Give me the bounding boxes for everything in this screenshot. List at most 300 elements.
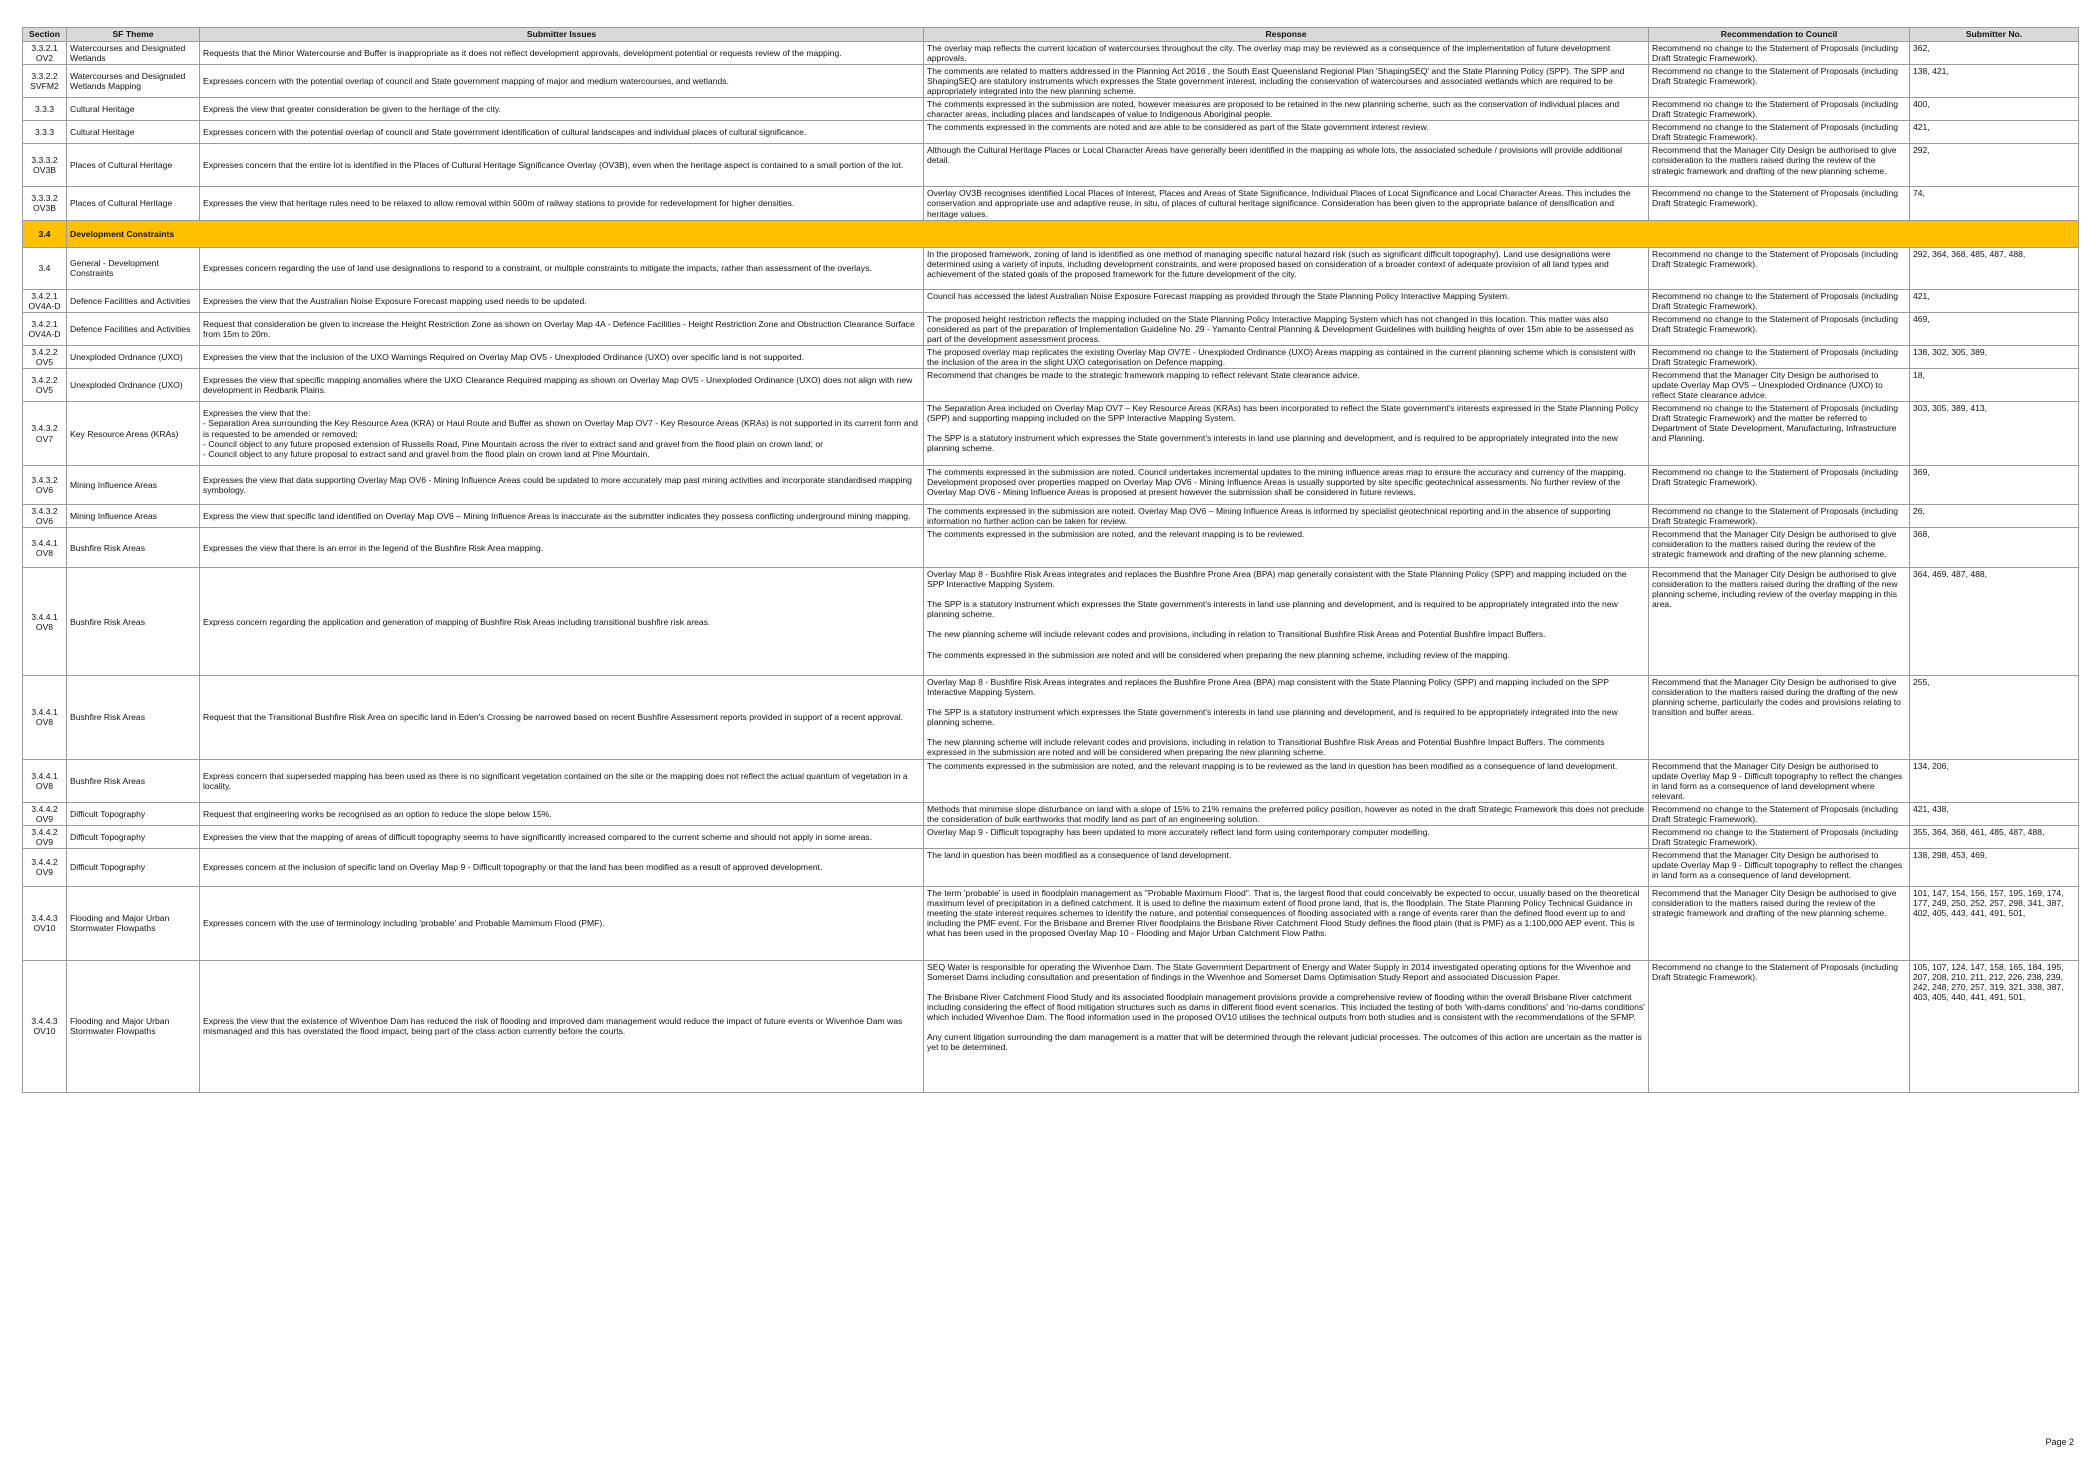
col-header-section: Section [23,28,67,42]
cell-recommendation [1649,402,1910,466]
cell-recommendation [1649,42,1910,65]
cell-recommendation-text: Recommend no change to the Statement of Proposals (including Draft Strategic Framework). [1652,122,1899,143]
cell-response [924,848,1649,886]
cell-recommendation-text: Recommend that the Manager City Design be authorised to give consideration to the matters raised during the drafting of the new planning scheme, particularly the codes and provisions relating to transition and buffer areas. [1652,677,1901,718]
cell-section [23,825,67,848]
cell-sf-theme [67,144,200,187]
cell-response-text: The comments expressed in the comments are noted and are able to be considered as part of the State government interest review. [927,122,1429,133]
cell-section [23,42,67,65]
cell-section-text: 3.4.2.1 OV4A-D [28,318,61,339]
cell-sf-theme [67,505,200,528]
cell-response-text: The Separation Area included on Overlay Map OV7 – Key Resource Areas (KRAs) has been incorporated to reflect the State government's interests expressed in the State Planning Policy (SPP) and supporting mapping included on the SPP Interactive Mapping System. The SPP is a statutory instrument which expresses the State government's interests in land use planning and development, and is required to be appropriately integrated into the new planning scheme. [927,403,1639,454]
cell-sf-theme [67,759,200,802]
cell-response [924,65,1649,98]
table-row [23,345,2079,368]
cell-submitter-issue-text: Express concern regarding the application and generation of mapping of Bushfire Risk Areas including transitional bushfire risk areas. [203,616,711,627]
cell-section-text: 3.4.4.2 OV9 [31,803,58,824]
table-row [23,402,2079,466]
cell-recommendation-text: Recommend that the Manager City Design be authorised to give consideration to the matters raised during the review of the strategic framework and drafting of the new planning scheme. [1652,887,1897,918]
cell-section [23,960,67,1092]
cell-sf-theme-text: Flooding and Major Urban Stormwater Flowpaths [70,913,170,934]
cell-section-text: 3.3.3 [34,104,55,115]
cell-recommendation-text: Recommend no change to the Statement of Proposals (including Draft Strategic Framework). [1652,188,1899,209]
cell-response [924,345,1649,368]
cell-sf-theme [67,848,200,886]
cell-recommendation-text: Recommend no change to the Statement of Proposals (including Draft Strategic Framework). [1652,803,1899,824]
cell-submitter-no [1910,848,2079,886]
cell-submitter-issue [200,402,924,466]
cell-response-text: Overlay Map 9 - Difficult topography has been updated to more accurately reflect land form using contemporary computer modelling. [927,826,1430,837]
cell-submitter-issue-text: Request that engineering works be recognised as an option to reduce the slope below 15%. [203,808,552,819]
cell-response-text: The comments are related to matters addressed in the Planning Act 2016 , the South East Queensland Regional Plan 'ShapingSEQ' and the State Planning Policy (SPP). The SPP and ShapingSEQ are statutory instruments which expresses the State government interest, including the conservation of watercourses and associated wetlands which are required to be appropriately integrated into the new planning scheme. [927,66,1625,97]
cell-recommendation-text: Recommend no change to the Statement of Proposals (including Draft Strategic Framework). [1652,290,1899,311]
cell-response [924,368,1649,401]
cell-recommendation [1649,98,1910,121]
cell-sf-theme-text: Unexploded Ordnance (UXO) [70,351,183,362]
cell-recommendation-text: Recommend no change to the Statement of Proposals (including Draft Strategic Framework). [1652,467,1899,488]
cell-sf-theme-text: Bushfire Risk Areas [70,712,145,723]
table-row [23,886,2079,960]
cell-submitter-issue [200,144,924,187]
cell-response-text: The proposed overlay map replicates the existing Overlay Map OV7E - Unexploded Ordinance (UXO) Areas mapping as contained in the current planning scheme which is consistent with the inclusion of the area in the slight UXO categorisation on Defence mapping. [927,346,1636,367]
cell-submitter-issue [200,368,924,401]
cell-submitter-issue-text: Expresses the view that the Australian Noise Exposure Forecast mapping used needs to be updated. [203,295,587,306]
cell-submitter-no [1910,886,2079,960]
cell-recommendation-text: Recommend that the Manager City Design be authorised to give consideration to the matters raised during the review of the strategic framework and drafting of the new planning scheme. [1652,529,1897,560]
cell-sf-theme-text: Bushfire Risk Areas [70,775,145,786]
cell-section-text: 3.4.3.2 OV6 [31,474,58,496]
cell-recommendation [1649,289,1910,312]
table-body-bottom [23,247,2079,1092]
cell-sf-theme [67,825,200,848]
cell-submitter-issue-text: Expresses the view that there is an error in the legend of the Bushfire Risk Area mapping. [203,542,544,553]
cell-recommendation-text: Recommend that the Manager City Design be authorised to give consideration to the matters raised during the drafting of the new planning scheme, including review of the overlay mapping in this area. [1652,569,1898,610]
cell-section-text: 3.4.2.2 OV5 [31,346,58,367]
cell-recommendation-text: Recommend that the Manager City Design be authorised to give consideration to the matters raised during the review of the strategic framework and drafting of the new planning scheme. [1652,145,1897,176]
cell-submitter-no [1910,144,2079,187]
cell-response-text: The comments expressed in the submission are noted. Overlay Map OV6 – Mining Influence Areas is informed by specialist geotechnical reporting and in the absence of supporting information no further action can be taken for review. [927,506,1611,527]
cell-submitter-no [1910,676,2079,759]
cell-section [23,368,67,401]
col-header-submitter-issues: Submitter Issues [200,28,924,42]
cell-sf-theme [67,528,200,568]
cell-submitter-issue [200,825,924,848]
cell-sf-theme-text: Bushfire Risk Areas [70,616,145,627]
cell-recommendation [1649,528,1910,568]
cell-submitter-issue [200,528,924,568]
cell-submitter-issue-text: Request that consideration be given to increase the Height Restriction Zone as shown on Overlay Map 4A - Defence Facilities - Height Restriction Zone and Obstruction Clearance Surface from 15m to 20m. [203,318,915,339]
cell-sf-theme-text: Difficult Topography [70,808,146,819]
cell-recommendation [1649,65,1910,98]
cell-section-text: 3.4 [38,263,51,274]
cell-submitter-no-text: 364, 469, 487, 488, [1913,569,1988,580]
cell-section-text: 3.4.2.2 OV5 [31,374,58,395]
cell-sf-theme [67,676,200,759]
cell-sf-theme-text: Key Resource Areas (KRAs) [70,428,179,439]
cell-response [924,144,1649,187]
cell-recommendation-text: Recommend no change to the Statement of Proposals (including Draft Strategic Framework). [1652,313,1899,334]
cell-section [23,402,67,466]
cell-response [924,759,1649,802]
cell-recommendation [1649,144,1910,187]
cell-submitter-no-text: 18, [1913,369,1925,380]
cell-submitter-no-text: 362, [1913,43,1930,53]
cell-submitter-issue [200,42,924,65]
cell-sf-theme [67,466,200,505]
cell-section [23,289,67,312]
cell-recommendation [1649,802,1910,825]
cell-section [23,568,67,676]
cell-response [924,886,1649,960]
cell-submitter-issue [200,247,924,289]
cell-submitter-no [1910,312,2079,345]
cell-submitter-no-text: 138, 298, 453, 469, [1913,849,1988,860]
cell-submitter-issue [200,505,924,528]
cell-submitter-no-text: 421, [1913,122,1930,133]
cell-recommendation-text: Recommend no change to the Statement of Proposals (including Draft Strategic Framework). [1652,99,1899,120]
cell-recommendation-text: Recommend no change to the Statement of Proposals (including Draft Strategic Framework) and the matter be referred to Department of State Development, Manufacturing, Infrastructure and Planning. [1652,403,1899,444]
cell-submitter-no [1910,825,2079,848]
cell-response [924,121,1649,144]
cell-response [924,247,1649,289]
cell-section [23,65,67,98]
cell-sf-theme [67,368,200,401]
cell-submitter-issue-text: Expresses the view that specific mapping anomalies where the UXO Clearance Required mapping as shown on Overlay Map OV5 - Unexploded Ordinance (UXO) does not align with new development in Redbank Plains. [203,374,913,395]
cell-recommendation [1649,825,1910,848]
cell-submitter-issue-text: Express the view that greater consideration be given to the heritage of the city. [203,104,501,115]
cell-section [23,345,67,368]
cell-submitter-issue [200,960,924,1092]
cell-submitter-no-text: 26, [1913,506,1925,517]
cell-submitter-no [1910,121,2079,144]
cell-sf-theme [67,289,200,312]
cell-sf-theme-text: Defence Facilities and Activities [70,323,191,334]
table-row [23,187,2079,220]
table-row [23,825,2079,848]
cell-submitter-no-text: 400, [1913,99,1930,110]
cell-submitter-no-text: 105, 107, 124, 147, 158, 165, 184, 195, 207, 208, 210, 211, 212, 226, 238, 239, 242, 248, 270, 257, 319, 321, 338, 387, 403, 405, 440, 441, 491, 501, [1913,961,2064,1003]
cell-submitter-no [1910,960,2079,1092]
cell-submitter-no [1910,98,2079,121]
cell-section-text: 3.3.3.2 OV3B [31,193,58,214]
cell-recommendation [1649,960,1910,1092]
cell-sf-theme-text: Watercourses and Designated Wetlands [70,43,186,64]
cell-submitter-no [1910,345,2079,368]
submissions-table-container [22,27,2078,1093]
cell-sf-theme [67,960,200,1092]
cell-submitter-issue [200,466,924,505]
cell-sf-theme [67,802,200,825]
cell-sf-theme-text: Places of Cultural Heritage [70,160,173,171]
cell-section [23,848,67,886]
cell-submitter-issue [200,312,924,345]
cell-submitter-issue-text: Request that the Transitional Bushfire Risk Area on specific land in Eden's Crossing be narrowed based on recent Bushfire Assessment reports provided in support of a recent approval. [203,712,904,723]
cell-section [23,247,67,289]
cell-recommendation-text: Recommend no change to the Statement of Proposals (including Draft Strategic Framework). [1652,961,1899,982]
cell-submitter-issue [200,802,924,825]
cell-response-text: The comments expressed in the submission are noted. Council undertakes incremental updates to the mining influence areas map to ensure the accuracy and currency of the mapping. Development proposed over properties mapped on Overlay Map OV6 - Mining Influence Areas is usually supported by site specific geotechnical assessments. No further review of the Overlay Map OV6 - Mining Influence Areas is proposed at present however the submission shall be considered in future reviews. [927,467,1626,498]
cell-response [924,528,1649,568]
table-row [23,466,2079,505]
cell-section [23,886,67,960]
cell-response [924,402,1649,466]
band-section: 3.4 [23,220,67,247]
cell-sf-theme-text: Cultural Heritage [70,127,135,138]
cell-recommendation-text: Recommend that the Manager City Design be authorised to update Overlay Map OV5 – Unexploded Ordinance (UXO) to reflect State clearance advice. [1652,369,1883,400]
cell-recommendation [1649,466,1910,505]
cell-submitter-issue-text: Express the view that specific land identified on Overlay Map OV6 – Mining Influence Areas is inaccurate as the submitter indicates they possess conflicting underground mining mapping. [203,511,911,522]
cell-submitter-no [1910,802,2079,825]
cell-submitter-issue-text: Expresses the view that the: - Separation Area surrounding the Key Resource Area (KRA) or Haul Route and Buffer as shown on Overlay Map OV7 - Key Resource Areas (KRAs) is not supported in its current form and is requested to be amended or removed; - Council object to any future proposed extension of Russells Road, Pine Mountain across the river to extract sand and gravel from the flood plain on crown land; or - Council object to any future proposal to extract sand and gravel from the flood plain on crown land at Pine Mountain. [203,408,918,459]
cell-submitter-issue [200,345,924,368]
cell-response-text: Recommend that changes be made to the strategic framework mapping to reflect relevant State clearance advice. [927,369,1360,380]
cell-sf-theme [67,121,200,144]
cell-section-text: 3.4.2.1 OV4A-D [28,290,61,311]
table-row [23,568,2079,676]
cell-response-text: The land in question has been modified as a consequence of land development. [927,849,1232,860]
cell-recommendation [1649,759,1910,802]
cell-response [924,568,1649,676]
cell-sf-theme [67,187,200,220]
cell-submitter-issue-text: Expresses concern at the inclusion of specific land on Overlay Map 9 - Difficult topography or that the land has been modified as a result of approved development. [203,862,823,873]
cell-recommendation [1649,368,1910,401]
cell-response-text: Council has accessed the latest Australian Noise Exposure Forecast mapping as provided through the State Planning Policy Interactive Mapping System. [927,290,1510,301]
col-header-submitter-no: Submitter No. [1910,28,2079,42]
cell-submitter-no-text: 292, [1913,145,1930,156]
cell-recommendation-text: Recommend no change to the Statement of Proposals (including Draft Strategic Framework). [1652,43,1899,64]
cell-response-text: The overlay map reflects the current location of watercourses throughout the city. The overlay map may be reviewed as a consequence of the implementation of future development approvals. [927,43,1611,64]
cell-recommendation-text: Recommend that the Manager City Design be authorised to update Overlay Map 9 - Difficult topography to reflect the changes in land form as a consequence of land development where relevant. [1652,760,1903,801]
cell-response [924,505,1649,528]
cell-section-text: 3.3.2.2 SVFM2 [30,71,59,92]
cell-submitter-no-text: 303, 305, 389, 413, [1913,403,1988,414]
cell-response-text: SEQ Water is responsible for operating the Wivenhoe Dam. The State Government Department of Energy and Water Supply in 2014 investigated operating options for the Wivenhoe and Somerset Dams including consultation and presentation of findings in the Wivenhoe and Somerset Dams Optimisation Study Report and associated Discussion Paper. The Brisbane River Catchment Flood Study and its associated floodplain management provisions provide a comprehensive review of flooding within the overall Brisbane River catchment including considering the effect of flood mitigation structures such as dams in different flood event scenarios. This included the testing of both 'with-dams conditions' and 'no-dams conditions' which included Wivenhoe Dam. The flood information used in the proposed OV10 utilises the technical outputs from both studies and is consistent with the recommendations of the SFMP. Any current litigation surrounding the dam management is a matter that will be determined through the relevant judicial processes. The outcomes of this action are uncertain as the matter is yet to be determined. [927,961,1645,1053]
cell-section-text: 3.3.2.1 OV2 [31,43,58,64]
cell-recommendation [1649,676,1910,759]
cell-sf-theme [67,886,200,960]
cell-submitter-issue-text: Expresses concern with the potential overlap of council and State government mapping of major and medium watercourses, and wetlands. [203,76,729,87]
cell-submitter-no-text: 138, 302, 305, 389, [1913,346,1988,357]
table-row [23,848,2079,886]
page-number: Page 2 [2045,1437,2074,1447]
cell-submitter-issue [200,568,924,676]
table-body-band [23,220,2079,247]
table-row [23,144,2079,187]
cell-section [23,98,67,121]
cell-section [23,505,67,528]
cell-submitter-issue [200,289,924,312]
cell-recommendation [1649,848,1910,886]
cell-section [23,187,67,220]
cell-submitter-issue-text: Expresses the view that the mapping of areas of difficult topography seems to have significantly increased compared to the current scheme and should not apply in some areas. [203,831,873,842]
cell-submitter-issue-text: Express concern that superseded mapping has been used as there is no significant vegetation contained on the site or the mapping does not reflect the actual quantum of vegetation in a locality. [203,770,908,791]
cell-recommendation [1649,121,1910,144]
cell-response [924,466,1649,505]
cell-section-text: 3.4.4.2 OV9 [31,857,58,878]
cell-submitter-no [1910,289,2079,312]
cell-sf-theme-text: Places of Cultural Heritage [70,198,173,209]
table-row [23,42,2079,65]
cell-submitter-issue [200,886,924,960]
table-row [23,312,2079,345]
cell-submitter-issue [200,187,924,220]
cell-submitter-no [1910,187,2079,220]
cell-submitter-issue-text: Expresses the view that data supporting Overlay Map OV6 - Mining Influence Areas could be updated to more accurately map past mining activities and incorporate standardised mapping symbology. [203,474,912,496]
cell-submitter-issue [200,121,924,144]
cell-response [924,960,1649,1092]
cell-submitter-no [1910,568,2079,676]
cell-sf-theme [67,312,200,345]
cell-submitter-issue-text: Express the view that the existence of Wivenhoe Dam has reduced the risk of flooding and improved dam management would reduce the impact of future events or Wivenhoe Dam was mismanaged and this has overstated the flood impact, being part of the class action currently before the courts. [203,1016,903,1037]
cell-sf-theme-text: Difficult Topography [70,862,146,873]
cell-submitter-issue [200,65,924,98]
cell-sf-theme-text: Watercourses and Designated Wetlands Mapping [70,71,186,92]
cell-recommendation [1649,312,1910,345]
cell-section-text: 3.4.3.2 OV6 [31,506,58,527]
cell-recommendation [1649,505,1910,528]
cell-recommendation-text: Recommend no change to the Statement of Proposals (including Draft Strategic Framework). [1652,248,1899,269]
cell-response-text: Although the Cultural Heritage Places or Local Character Areas have generally been identified in the mapping as whole lots, the associated schedule / provisions will provide additional detail. [927,145,1623,166]
cell-recommendation-text: Recommend no change to the Statement of Proposals (including Draft Strategic Framework). [1652,506,1899,527]
cell-sf-theme [67,247,200,289]
cell-response-text: The comments expressed in the submission are noted, and the relevant mapping is to be reviewed. [927,529,1305,540]
band-title: Development Constraints [67,220,2079,247]
cell-sf-theme-text: Difficult Topography [70,831,146,842]
cell-response-text: The proposed height restriction reflects the mapping included on the State Planning Policy Interactive Mapping System which has not changed in this location. This matter was also considered as part of the preparation of Implementation Guideline No. 29 - Yamanto Central Planning & Development Guidelines with building heights of over 15m able to be assessed as part of the development assessment process. [927,313,1634,344]
cell-response [924,187,1649,220]
cell-submitter-no-text: 292, 364, 368, 485, 487, 488, [1913,248,2026,259]
cell-submitter-issue [200,676,924,759]
cell-recommendation-text: Recommend no change to the Statement of Proposals (including Draft Strategic Framework). [1652,826,1899,847]
cell-sf-theme [67,42,200,65]
table-row [23,368,2079,401]
cell-sf-theme-text: Mining Influence Areas [70,480,157,490]
table-row [23,247,2079,289]
cell-section [23,121,67,144]
cell-submitter-no-text: 368, [1913,529,1930,540]
cell-response [924,312,1649,345]
table-row [23,98,2079,121]
cell-section [23,676,67,759]
cell-section [23,528,67,568]
table-body-top [23,42,2079,221]
table-row [23,676,2079,759]
cell-section-text: 3.3.3 [34,127,55,138]
cell-response-text: In the proposed framework, zoning of land is identified as one method of managing specific natural hazard risk (such as significant difficult topography). Land use designations were determined using a variety of inputs, including development constraints, and were proposed based on consideration of a broader context of adequate provision of all land types and achievement of the stated goals of the proposed framework for the future development of the city. [927,248,1611,279]
cell-sf-theme [67,345,200,368]
cell-section-text: 3.4.4.3 OV10 [31,1016,58,1037]
cell-section [23,312,67,345]
cell-submitter-issue-text: Expresses the view that the inclusion of the UXO Warnings Required on Overlay Map OV5 - Unexploded Ordinance (UXO) over specific land is not supported. [203,351,805,362]
cell-response [924,802,1649,825]
cell-response [924,98,1649,121]
cell-recommendation [1649,247,1910,289]
cell-submitter-issue-text: Expresses concern with the use of terminology including 'probable' and Probable Mamimum Flood (PMF). [203,918,605,929]
table-row [23,528,2079,568]
cell-recommendation [1649,568,1910,676]
cell-submitter-no-text: 421, 438, [1913,803,1949,814]
col-header-recommendation: Recommendation to Council [1649,28,1910,42]
table-row [23,289,2079,312]
cell-submitter-issue [200,759,924,802]
cell-sf-theme-text: Bushfire Risk Areas [70,542,145,553]
table-row [23,65,2079,98]
cell-section-text: 3.4.4.1 OV8 [31,707,58,728]
cell-sf-theme-text: Defence Facilities and Activities [70,295,191,306]
cell-sf-theme-text: Flooding and Major Urban Stormwater Flowpaths [70,1016,170,1037]
table-row [23,121,2079,144]
cell-submitter-issue-text: Requests that the Minor Watercourse and Buffer is inappropriate as it does not reflect development approvals, development potential or requests review of the mapping. [203,48,842,59]
cell-section [23,144,67,187]
cell-response-text: The comments expressed in the submission are noted, and the relevant mapping is to be reviewed as the land in question has been modified as a consequence of land development. [927,760,1618,771]
cell-submitter-no [1910,759,2079,802]
cell-submitter-no-text: 74, [1913,188,1925,199]
cell-section-text: 3.4.4.2 OV9 [31,826,58,847]
cell-section-text: 3.4.3.2 OV7 [31,423,58,444]
table-row [23,802,2079,825]
table-row [23,960,2079,1092]
cell-section [23,759,67,802]
cell-submitter-no [1910,402,2079,466]
cell-sf-theme [67,402,200,466]
table-row [23,505,2079,528]
cell-submitter-issue [200,848,924,886]
cell-recommendation-text: Recommend no change to the Statement of Proposals (including Draft Strategic Framework). [1652,346,1899,367]
cell-section [23,466,67,505]
cell-response [924,289,1649,312]
cell-response [924,676,1649,759]
cell-response [924,42,1649,65]
cell-submitter-no-text: 355, 364, 368, 461, 485, 487, 488, [1913,826,2045,837]
cell-sf-theme-text: General - Development Constraints [70,258,159,279]
cell-submitter-no-text: 255, [1913,677,1930,688]
cell-recommendation [1649,345,1910,368]
submissions-table [22,27,2079,1093]
cell-submitter-no [1910,42,2079,65]
cell-sf-theme-text: Cultural Heritage [70,104,135,115]
cell-response-text: Overlay OV3B recognises identified Local Places of Interest, Places and Areas of State Significance, Individual Places of Local Significance and Local Character Areas. This includes the conservation and appropriate use and adaptive reuse, in situ, of places of cultural heritage significance. Consideration has been given to the appropriate balance of densification and heritage values. [927,188,1631,219]
cell-response-text: The term 'probable' is used in floodplain management as "Probable Maximum Flood". That is, the largest flood that could conceivably be expected to occur, usually based on the theoretical maximum level of precipitation in a defined catchment. It is used to define the maximum extent of flood prone land, that is, the floodplain. The State Planning Policy Technical Guidance in meeting the state interest requires schemes to identify the nature, and potential consequences of flooding associated with a range of events rarer than the defined flood event up to and including the PMF event. For the Brisbane and Bremer River floodplains the Brisbane River Catchment Flood Study defines the flood plain (that is PMF) as a 1:100,000 AEP event. This is what has been used in the proposed Overlay Map 10 - Flooding and Major Urban Catchment Flow Paths. [927,887,1640,939]
table-row [23,759,2079,802]
cell-submitter-no [1910,505,2079,528]
cell-sf-theme-text: Unexploded Ordnance (UXO) [70,379,183,390]
section-band-row [23,220,2079,247]
cell-section-text: 3.4.4.1 OV8 [31,537,58,558]
cell-recommendation-text: Recommend that the Manager City Design be authorised to update Overlay Map 9 - Difficult topography to reflect the changes in land form as a consequence of land development. [1652,849,1903,880]
cell-submitter-no [1910,528,2079,568]
cell-recommendation [1649,187,1910,220]
cell-submitter-no-text: 101, 147, 154, 156, 157, 195, 169, 174, 177, 249, 250, 252, 257, 298, 341, 387, 402, 405, 443, 441, 491, 501, [1913,887,2064,918]
cell-submitter-no-text: 134, 206, [1913,760,1949,771]
cell-submitter-no-text: 138, 421, [1913,66,1949,77]
cell-section [23,802,67,825]
cell-sf-theme [67,65,200,98]
cell-sf-theme [67,568,200,676]
cell-sf-theme-text: Mining Influence Areas [70,511,157,522]
cell-submitter-issue-text: Expresses concern that the entire lot is identified in the Places of Cultural Heritage Significance Overlay (OV3B), even when the heritage aspect is contained to a small portion of the lot. [203,160,904,171]
cell-response [924,825,1649,848]
cell-response-text: Methods that minimise slope disturbance on land with a slope of 15% to 21% remains the preferred policy position, however as noted in the draft Strategic Framework this does not preclude the consideration of bulk earthworks that modify land as part of an engineering solution. [927,803,1645,824]
cell-submitter-no-text: 469, [1913,313,1930,324]
cell-section-text: 3.4.4.1 OV8 [31,770,58,791]
cell-recommendation [1649,886,1910,960]
cell-submitter-issue-text: Expresses concern regarding the use of land use designations to respond to a constraint, or multiple constraints to mitigate the impacts, rather than assessment of the overlays. [203,263,872,274]
cell-recommendation-text: Recommend no change to the Statement of Proposals (including Draft Strategic Framework). [1652,66,1899,87]
cell-submitter-issue [200,98,924,121]
cell-response-text: Overlay Map 8 - Bushfire Risk Areas integrates and replaces the Bushfire Prone Area (BPA) map generally consistent with the State Planning Policy (SPP) and mapping included on the SPP Interactive Mapping System. The SPP is a statutory instrument which expresses the State government's interests in land use planning and development, and is required to be appropriately integrated into the new planning scheme. The new planning scheme will include relevant codes and provisions, including in relation to Transitional Bushfire Risk Areas and Potential Bushfire Impact Buffers. The comments expressed in the submission are noted and will be considered when preparing the new planning scheme, including review of the mapping. [927,569,1627,660]
cell-response-text: The comments expressed in the submission are noted, however measures are proposed to be retained in the new planning scheme, such as the conservation of individual places and character areas, including places and landscapes of value to Indigenous Aboriginal people. [927,99,1620,120]
cell-response-text: Overlay Map 8 - Bushfire Risk Areas integrates and replaces the Bushfire Prone Area (BPA) map consistent with the State Planning Policy (SPP) and mapping included on the SPP Interactive Mapping System. The SPP is a statutory instrument which expresses the State government's interests in land use planning and development, and is required to be appropriately integrated into the new planning scheme. The new planning scheme will include relevant codes and provisions, including in relation to Transitional Bushfire Risk Areas and Potential Bushfire Impact Buffers. The comments expressed in the submission are noted and will be considered when preparing the new planning scheme. [927,677,1618,758]
